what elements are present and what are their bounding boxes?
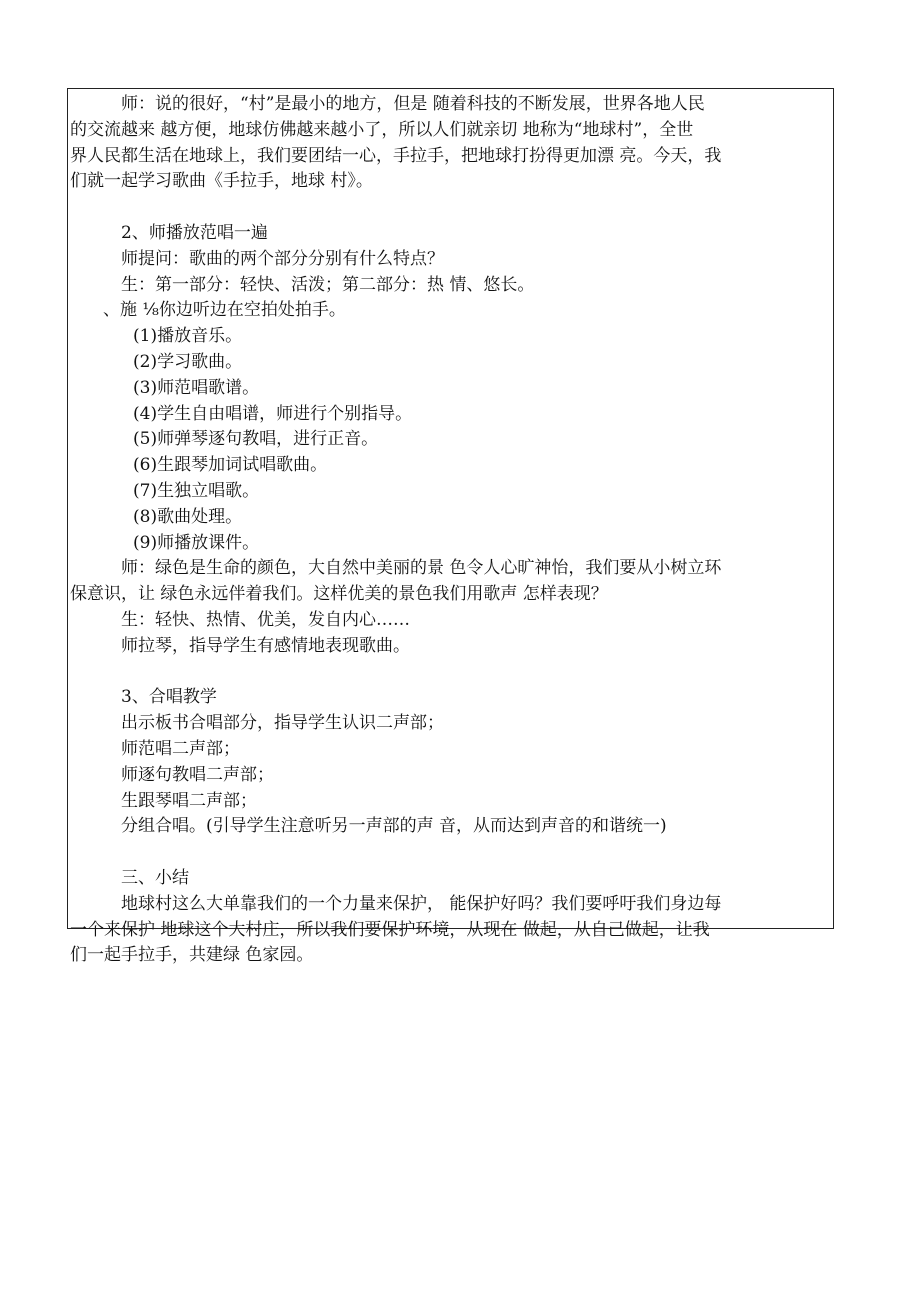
blank-line (70, 660, 831, 686)
text-line: 、施 ⅛你边听边在空拍处拍手。 (103, 300, 346, 321)
section-heading: 2、师播放范唱一遍 (121, 222, 268, 243)
list-item: (5)师弹琴逐句教唱，进行正音。 (133, 429, 379, 450)
list-item: (8)歌曲处理。 (133, 506, 243, 527)
text-line: 师范唱二声部； (121, 738, 240, 759)
text-line: 师拉琴，指导学生有感情地表现歌曲。 (121, 635, 410, 656)
list-item: (1)播放音乐。 (133, 326, 243, 347)
text-line: 界人民都生活在地球上，我们要团结一心，手拉手，把地球打扮得更加漂 亮。今天，我 (70, 145, 722, 166)
section-heading: 三、小结 (121, 867, 189, 888)
text-line: 的交流越来 越方便，地球仿佛越来越小了，所以人们就亲切 地称为“地球村”，全世 (70, 119, 694, 140)
text-line: 出示板书合唱部分，指导学生认识二声部； (121, 713, 444, 734)
list-item: (4)学生自由唱谱，师进行个别指导。 (133, 403, 413, 424)
text-line: 一个来保护 地球这个大村庄，所以我们要保护环境，从现在 做起，从自己做起，让我 (70, 919, 710, 940)
text-line: 们一起手拉手，共建绿 色家园。 (70, 945, 314, 966)
list-item: (3)师范唱歌谱。 (133, 377, 260, 398)
text-line: 师提问：歌曲的两个部分分别有什么特点？ (121, 248, 444, 269)
text-line: 师：绿色是生命的颜色，大自然中美丽的景 色令人心旷神怡，我们要从小树立环 (121, 558, 722, 579)
text-line: 生：第一部分：轻快、活泼；第二部分：热 情、悠长。 (121, 274, 535, 295)
lesson-plan-table-cell (67, 88, 834, 966)
text-line: 保意识，让 绿色永远伴着我们。这样优美的景色我们用歌声 怎样表现？ (70, 584, 608, 605)
list-item: (2)学习歌曲。 (133, 351, 243, 372)
list-item: (9)师播放课件。 (133, 532, 260, 553)
blank-line (70, 195, 831, 221)
text-line: 生跟琴唱二声部； (121, 790, 257, 811)
text-line: 生：轻快、热情、优美，发自内心…… (121, 609, 410, 630)
text-line: 们就一起学习歌曲《手拉手，地球 村》。 (70, 171, 373, 192)
section-heading: 3、合唱教学 (121, 687, 217, 708)
text-line: 分组合唱。(引导学生注意听另一声部的声 音，从而达到声音的和谐统一) (121, 816, 667, 837)
list-item: (6)生跟琴加词试唱歌曲。 (133, 455, 328, 476)
text-line: 地球村这么大单靠我们的一个力量来保护， 能保护好吗？我们要呼吁我们身边每 (121, 893, 722, 914)
blank-line (70, 840, 831, 866)
list-item: (7)生独立唱歌。 (133, 480, 260, 501)
text-line: 师：说的很好，“村”是最小的地方，但是 随着科技的不断发展，世界各地人民 (121, 94, 705, 114)
text-line: 师逐句教唱二声部； (121, 764, 274, 785)
